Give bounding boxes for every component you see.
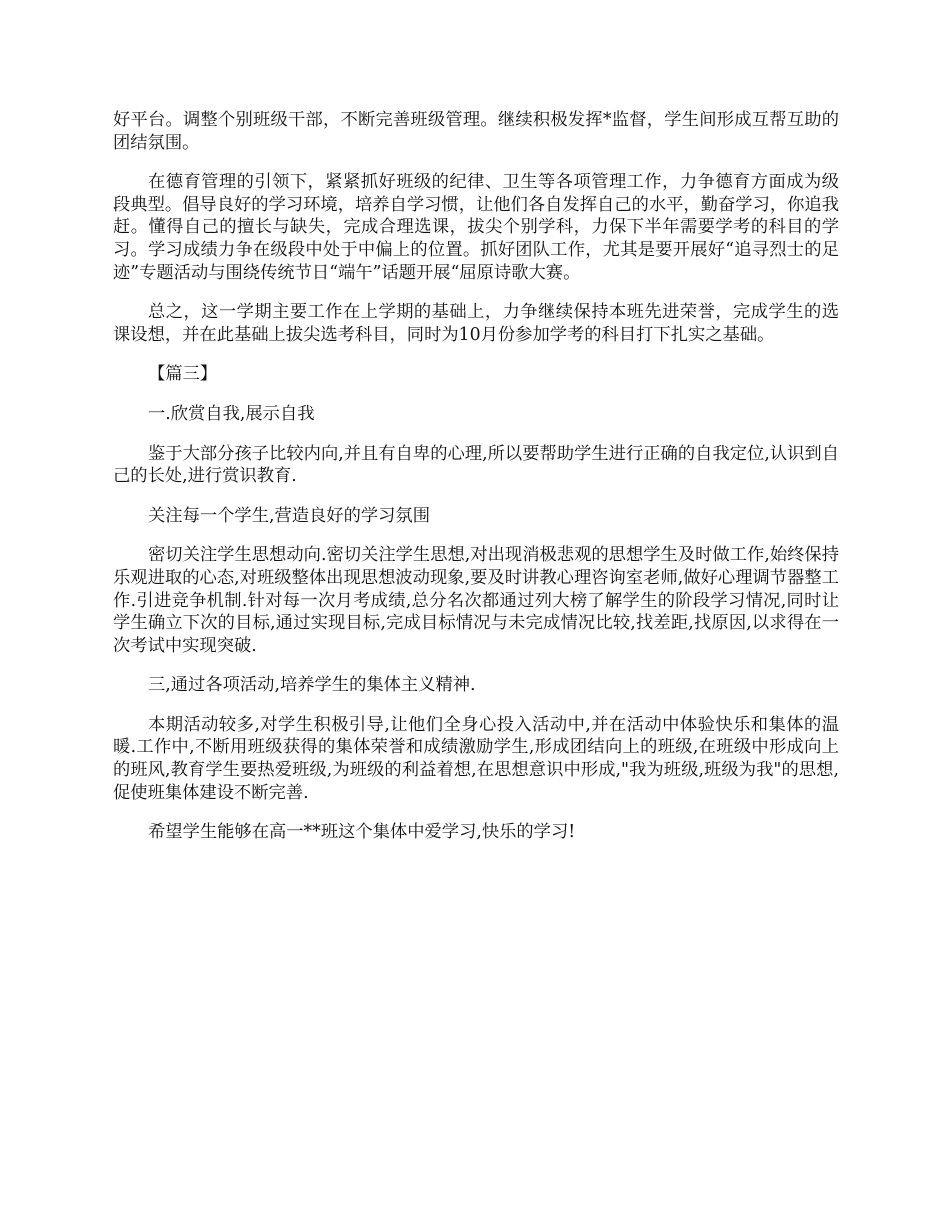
heading-care-every-student: 关注每一个学生,营造良好的学习氛围 [148, 505, 430, 526]
document-page [113, 109, 839, 861]
paragraph-thought-monitoring: 密切关注学生思想动向.密切关注学生思想,对出现消极悲观的思想学生及时做工作,始终保持乐观进取的心态,对班级整体出现思想波动现象,要及时讲教心理咨询室老师,做好心理调节器整工作.引进竞争机制.针对每一次月考成绩,总分名次都通过列大榜了解学生的阶段学习情况,同时让学生确立下次的目标,通过实现目标,完成目标情况与未完成情况比较,找差距,找原因,以求得在一次考试中实现突破. [113, 545, 839, 656]
paragraph-activities: 本期活动较多,对学生积极引导,让他们全身心投入活动中,并在活动中体验快乐和集体的温暖.工作中,不断用班级获得的集体荣誉和成绩激励学生,形成团结向上的班级,在班级中形成向上的班风,教育学生要热爱班级,为班级的利益着想,在思想意识中形成,"我为班级,班级为我"的思想,促使班集体建设不断完善. [113, 714, 839, 803]
paragraph-closing-wish: 希望学生能够在高一**班这个集体中爱学习,快乐的学习! [148, 822, 576, 843]
paragraph-continuation: 好平台。调整个别班级干部，不断完善班级管理。继续积极发挥*监督，学生间形成互帮互助的团结氛围。 [113, 110, 839, 153]
section-heading-part-three: 【篇三】 [148, 364, 218, 385]
heading-appreciate-self: 一.欣赏自我,展示自我 [148, 403, 315, 424]
paragraph-self-positioning: 鉴于大部分孩子比较内向,并且有自卑的心理,所以要帮助学生进行正确的自我定位,认识到自己的长处,进行赏识教育. [113, 443, 839, 487]
heading-collective-spirit: 三,通过各项活动,培养学生的集体主义精神. [148, 675, 476, 696]
paragraph-moral-education: 在德育管理的引领下，紧紧抓好班级的纪律、卫生等各项管理工作，力争德育方面成为级段典型。倡导良好的学习环境，培养自学习惯，让他们各自发挥自己的水平，勤奋学习，你追我赶。懂得自己的擅长与缺失，完成合理选课，拔尖个别学科，力保下半年需要学考的科目的学习。学习成绩力争在级段中处于中偏上的位置。抓好团队工作，尤其是要开展好“追寻烈士的足迹”专题活动与围绕传统节日“端午”话题开展“屈原诗歌大赛。 [113, 172, 839, 283]
paragraph-summary: 总之，这一学期主要工作在上学期的基础上，力争继续保持本班先进荣誉，完成学生的选课设想，并在此基础上拔尖选考科目，同时为10月份参加学考的科目打下扎实之基础。 [113, 302, 839, 345]
